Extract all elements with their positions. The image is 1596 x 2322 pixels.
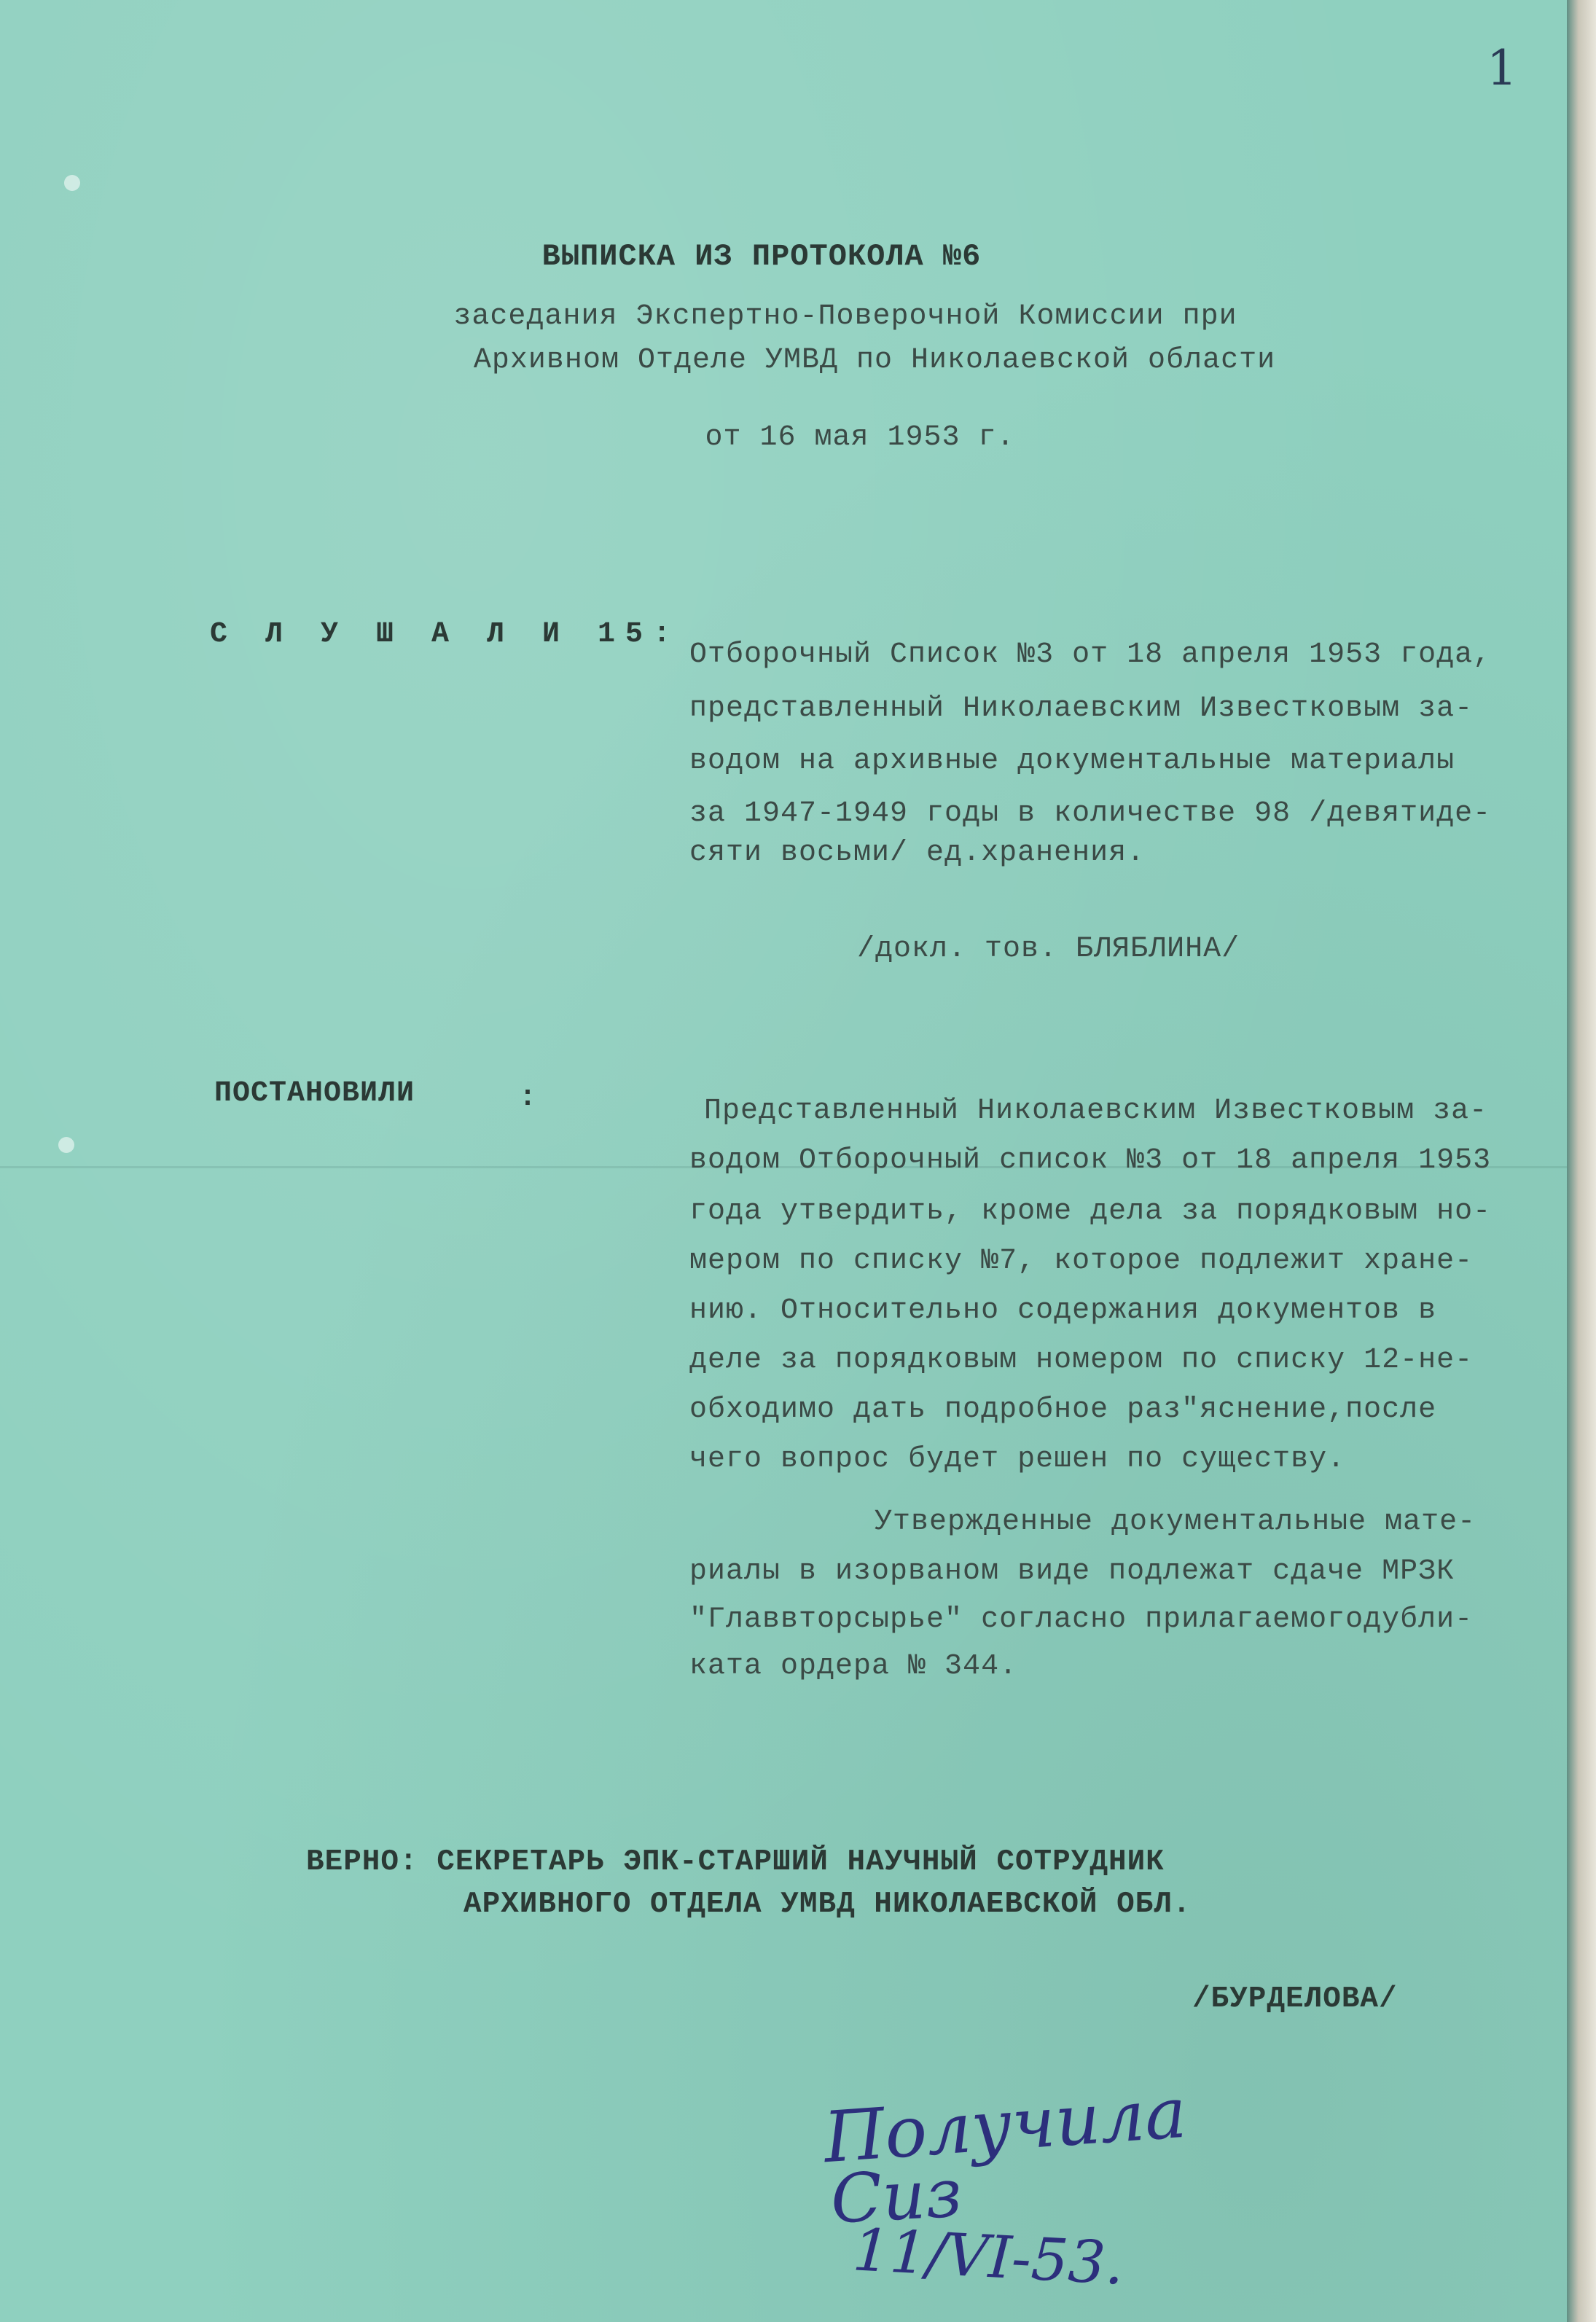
signatory-name: /БУРДЕЛОВА/	[1192, 1982, 1398, 2016]
handwritten-received: Получила	[821, 2071, 1189, 2179]
page-number: 1	[1487, 40, 1518, 96]
resolved-line: года утвердить, кроме дела за порядковым но-	[689, 1195, 1492, 1228]
handwritten-date: 11/VI-53.	[850, 2216, 1126, 2298]
resolved-colon: :	[519, 1082, 538, 1114]
meeting-date: от 16 мая 1953 г.	[705, 421, 1015, 454]
heard-line: Отборочный Список №3 от 18 апреля 1953 года,	[689, 638, 1492, 671]
resolved-line: нию. Относительно содержания документов в	[689, 1294, 1437, 1327]
resolved-line: мером по списку №7, которое подлежит хране-	[689, 1245, 1474, 1278]
certification-line-1: ВЕРНО: СЕКРЕТАРЬ ЭПК-СТАРШИЙ НАУЧНЫЙ СОТРУДНИК	[306, 1845, 1165, 1879]
heard-line: сяти восьми/ ед.хранения.	[689, 837, 1146, 869]
subtitle-line-1: заседания Экспертно-Поверочной Комиссии при	[453, 300, 1237, 333]
handwritten-initials: Сиз	[829, 2154, 964, 2239]
heard-line: за 1947-1949 годы в количестве 98 /девятиде-	[689, 797, 1492, 830]
resolved-line: водом Отборочный список №3 от 18 апреля 1953	[689, 1144, 1492, 1177]
subtitle-line-2: Архивном Отделе УМВД по Николаевской области	[473, 344, 1276, 377]
certification-line-2: АРХИВНОГО ОТДЕЛА УМВД НИКОЛАЕВСКОЙ ОБЛ.	[463, 1888, 1192, 1921]
background-edge	[1567, 0, 1596, 2322]
resolved-line: Представленный Николаевским Известковым за-	[704, 1095, 1488, 1127]
resolved-line: деле за порядковым номером по списку 12-не-	[689, 1344, 1474, 1377]
punch-hole	[58, 1137, 74, 1153]
resolved-line: Утвержденные документальные мате-	[875, 1506, 1476, 1539]
resolved-line: ката ордера № 344.	[689, 1650, 1018, 1683]
resolved-line: обходимо дать подробное раз"яснение,после	[689, 1393, 1437, 1426]
resolved-line: "Главвторсырье" согласно прилагаемогодубли-	[689, 1603, 1474, 1636]
heard-line: представленный Николаевским Известковым за-	[689, 692, 1474, 725]
reporter: /докл. тов. БЛЯБЛИНА/	[857, 933, 1240, 966]
document-title: ВЫПИСКА ИЗ ПРОТОКОЛА №6	[541, 239, 982, 274]
resolved-label: ПОСТАНОВИЛИ	[214, 1077, 415, 1110]
resolved-line: риалы в изорваном виде подлежат сдаче МРЗК	[689, 1555, 1455, 1588]
heard-label: С Л У Ш А Л И 15:	[210, 618, 681, 651]
resolved-line: чего вопрос будет решен по существу.	[689, 1443, 1346, 1476]
punch-hole	[64, 175, 80, 191]
heard-line: водом на архивные документальные материалы	[689, 745, 1455, 778]
